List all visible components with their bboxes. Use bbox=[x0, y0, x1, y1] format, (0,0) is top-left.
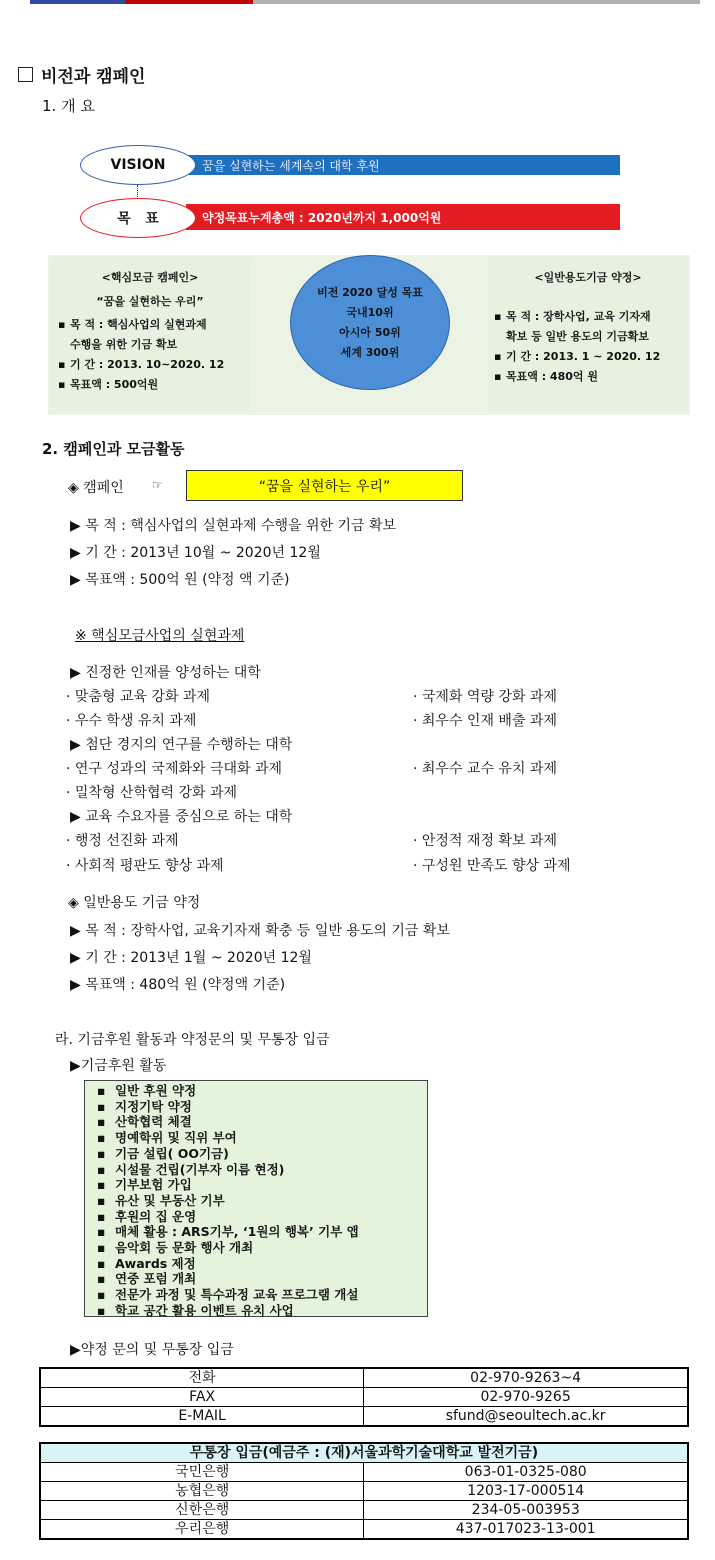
task-item: · 밀착형 산학협력 강화 과제 bbox=[66, 785, 238, 801]
center-goal-line: 아시아 50위 bbox=[339, 325, 401, 339]
task-group-heading: ▶ 첨단 경지의 연구를 수행하는 대학 bbox=[70, 737, 293, 753]
bank-row bbox=[40, 1463, 688, 1482]
contact-row bbox=[40, 1368, 688, 1388]
bank-row bbox=[40, 1501, 688, 1520]
campaign-slogan-box bbox=[186, 470, 463, 501]
bank-table-header-row bbox=[40, 1443, 688, 1463]
bank-account-cell: 1203-17-000514 bbox=[364, 1482, 688, 1501]
contact-value-cell: 02-970-9263~4 bbox=[364, 1368, 688, 1388]
task-group-heading: ▶ 진정한 인재를 양성하는 대학 bbox=[70, 665, 261, 681]
bank-account-cell: 234-05-003953 bbox=[364, 1501, 688, 1520]
vision-band bbox=[186, 155, 620, 175]
task-item: · 최우수 교수 유치 과제 bbox=[413, 761, 557, 777]
vision-text: 꿈을 실현하는 세계속의 대학 후원 bbox=[202, 158, 380, 173]
goal-oval bbox=[80, 198, 196, 238]
task-item: · 안정적 재정 확보 과제 bbox=[413, 833, 557, 849]
section-title bbox=[18, 62, 145, 87]
core-line: ▶ 목 적 : 핵심사업의 실현과제 수행을 위한 기금 확보 bbox=[70, 518, 397, 534]
general-panel-item: ▪ 기 간 : 2013. 1 ~ 2020. 12 bbox=[492, 347, 684, 367]
core-line: ▶ 기 간 : 2013년 10월 ~ 2020년 12월 bbox=[70, 545, 321, 561]
contact-row bbox=[40, 1407, 688, 1427]
contact-label-cell: E-MAIL bbox=[40, 1407, 364, 1427]
task-group-heading: ▶ 교육 수요자를 중심으로 하는 대학 bbox=[70, 809, 293, 825]
inquiry-label: ▶약정 문의 및 무통장 입금 bbox=[70, 1342, 234, 1358]
campaign-heading: 2. 캠페인과 모금활동 bbox=[42, 440, 185, 458]
activities-label: ▶기금후원 활동 bbox=[70, 1058, 167, 1074]
bank-name-cell: 우리은행 bbox=[40, 1520, 364, 1540]
general-line: ▶ 목표액 : 480억 원 (약정액 기준) bbox=[70, 977, 286, 993]
core-panel-title: <핵심모금 캠페인> bbox=[101, 271, 199, 284]
core-panel-list bbox=[56, 315, 244, 395]
activities-list bbox=[95, 1083, 427, 1319]
center-goal-line: 국내10위 bbox=[346, 305, 394, 319]
activity-item: ▪ 학교 공간 활용 이벤트 유치 사업 bbox=[95, 1303, 427, 1319]
general-line: ▶ 목 적 : 장학사업, 교육기자재 확충 등 일반 용도의 기금 확보 bbox=[70, 923, 450, 939]
tasks-title: ※ 핵심모금사업의 실현과제 bbox=[75, 628, 245, 644]
activity-item: ▪ 기부보험 가입 bbox=[95, 1177, 427, 1193]
contact-label-cell: FAX bbox=[40, 1388, 364, 1407]
checkbox-icon bbox=[18, 67, 33, 82]
activities-box bbox=[84, 1080, 428, 1317]
activity-item: ▪ 후원의 집 운영 bbox=[95, 1209, 427, 1225]
goal-label: 목 표 bbox=[117, 211, 159, 227]
general-fund-label: ◈ 일반용도 기금 약정 bbox=[68, 895, 201, 911]
core-panel-slogan: “꿈을 실현하는 우리” bbox=[96, 295, 204, 308]
bank-table-header: 무통장 입금(예금주 : (재)서울과학기술대학교 발전기금) bbox=[40, 1443, 688, 1463]
core-panel-item: ▪ 목 적 : 핵심사업의 실현과제 수행을 위한 기금 확보 bbox=[56, 315, 244, 355]
task-item: · 우수 학생 유치 과제 bbox=[66, 713, 197, 729]
activity-item: ▪ 일반 후원 약정 bbox=[95, 1083, 427, 1099]
activity-item: ▪ 유산 및 부동산 기부 bbox=[95, 1193, 427, 1209]
activity-item: ▪ 연중 포럼 개최 bbox=[95, 1271, 427, 1287]
campaign-label: ◈ 캠페인 bbox=[68, 480, 124, 496]
task-item: · 행정 선진화 과제 bbox=[66, 833, 179, 849]
activity-item: ▪ 매체 활용 : ARS기부, ‘1원의 행복’ 기부 앱 bbox=[95, 1224, 427, 1240]
bank-name-cell: 국민은행 bbox=[40, 1463, 364, 1482]
activity-item: ▪ Awards 제정 bbox=[95, 1256, 427, 1272]
general-panel-list bbox=[492, 307, 684, 387]
general-fund-panel bbox=[488, 257, 688, 413]
top-bar-blue bbox=[30, 0, 125, 4]
core-campaign-panel bbox=[50, 257, 250, 413]
activity-item: ▪ 시설물 건립(기부자 이름 현정) bbox=[95, 1162, 427, 1178]
contact-label-cell: 전화 bbox=[40, 1368, 364, 1388]
activity-item: ▪ 음악회 등 문화 행사 개최 bbox=[95, 1240, 427, 1256]
contact-table bbox=[39, 1367, 689, 1427]
core-panel-item: ▪ 목표액 : 500억원 bbox=[56, 375, 244, 395]
task-item: · 연구 성과의 국제화와 극대화 과제 bbox=[66, 761, 283, 777]
contact-value-cell: 02-970-9265 bbox=[364, 1388, 688, 1407]
top-color-bar bbox=[30, 0, 700, 4]
goal-text: 약정목표누계총액 : 2020년까지 1,000억원 bbox=[202, 210, 442, 225]
general-panel-item: ▪ 목 적 : 장학사업, 교육 기자재 확보 등 일반 용도의 기금확보 bbox=[492, 307, 684, 347]
contact-value-cell: sfund@seoultech.ac.kr bbox=[364, 1407, 688, 1427]
bank-row bbox=[40, 1482, 688, 1501]
vision-oval bbox=[80, 145, 196, 185]
bank-table bbox=[39, 1442, 689, 1540]
task-item: · 맞춤형 교육 강화 과제 bbox=[66, 689, 210, 705]
task-item: · 구성원 만족도 향상 과제 bbox=[413, 858, 571, 874]
campaign-slogan: “꿈을 실현하는 우리” bbox=[258, 478, 391, 495]
activity-item: ▪ 지정기탁 약정 bbox=[95, 1099, 427, 1115]
general-panel-item: ▪ 목표액 : 480억 원 bbox=[492, 367, 684, 387]
task-item: · 사회적 평판도 향상 과제 bbox=[66, 858, 224, 874]
contact-row bbox=[40, 1388, 688, 1407]
center-goal-line: 세계 300위 bbox=[340, 345, 400, 359]
bank-account-cell: 437-017023-13-001 bbox=[364, 1520, 688, 1540]
activity-item: ▪ 명예학위 및 직위 부여 bbox=[95, 1130, 427, 1146]
vision-connector bbox=[137, 185, 138, 199]
activity-item: ▪ 산학협력 체결 bbox=[95, 1114, 427, 1130]
goal-band bbox=[186, 204, 620, 230]
overview-heading: 1. 개 요 bbox=[42, 97, 95, 115]
bank-row bbox=[40, 1520, 688, 1540]
top-bar-red bbox=[125, 0, 253, 4]
section-title-text: 비전과 캠페인 bbox=[41, 67, 146, 87]
core-panel-item: ▪ 기 간 : 2013. 10~2020. 12 bbox=[56, 355, 244, 375]
core-line: ▶ 목표액 : 500억 원 (약정 액 기준) bbox=[70, 572, 290, 588]
general-panel-title: <일반용도기금 약정> bbox=[534, 271, 642, 284]
bank-name-cell: 농협은행 bbox=[40, 1482, 364, 1501]
vision-label: VISION bbox=[110, 157, 166, 173]
bank-account-cell: 063-01-0325-080 bbox=[364, 1463, 688, 1482]
pointer-icon: ☞ bbox=[152, 478, 163, 492]
activity-item: ▪ 전문가 과정 및 특수과정 교육 프로그램 개설 bbox=[95, 1287, 427, 1303]
task-item: · 최우수 인재 배출 과제 bbox=[413, 713, 557, 729]
center-goal-line: 비전 2020 달성 목표 bbox=[317, 285, 423, 299]
activity-item: ▪ 기금 설립( OO기금) bbox=[95, 1146, 427, 1162]
donation-heading: 라. 기금후원 활동과 약정문의 및 무통장 입금 bbox=[55, 1032, 330, 1048]
bank-name-cell: 신한은행 bbox=[40, 1501, 364, 1520]
vision-2020-goal-circle bbox=[290, 255, 450, 390]
task-item: · 국제화 역량 강화 과제 bbox=[413, 689, 557, 705]
top-bar-gray bbox=[253, 0, 700, 4]
general-line: ▶ 기 간 : 2013년 1월 ~ 2020년 12월 bbox=[70, 950, 312, 966]
